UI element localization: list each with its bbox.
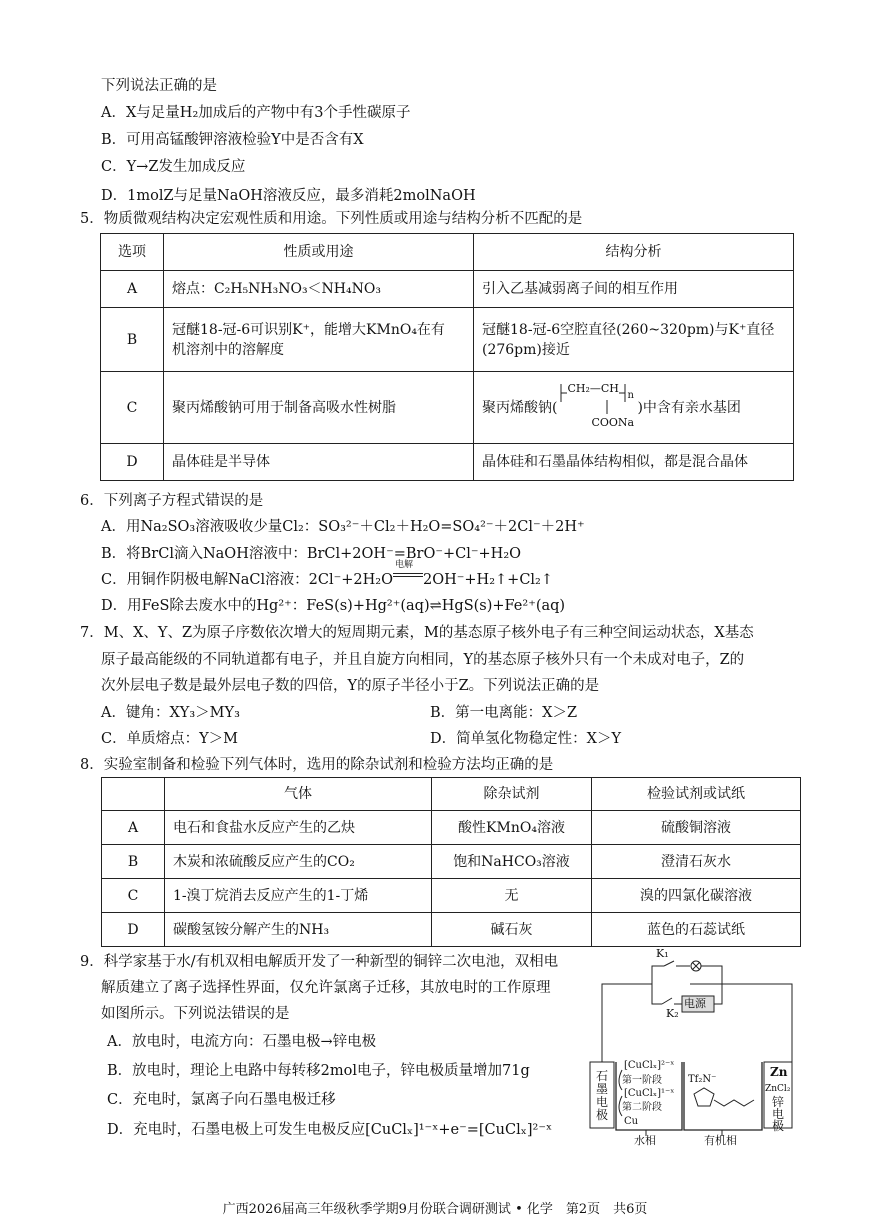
- q6-option-c-head: C．用铜作阴极电解NaCl溶液：2Cl⁻+2H₂O: [101, 572, 393, 588]
- q5-header-property: 性质或用途: [164, 234, 474, 271]
- q5-row-a-analysis: 引入乙基减弱离子间的相互作用: [474, 271, 794, 308]
- species-cucl-2: [CuClₓ]¹⁻ˣ: [624, 1088, 675, 1099]
- q5-stem: 5．物质微观结构决定宏观性质和用途。下列性质或用途与结构分析不匹配的是: [80, 211, 583, 227]
- zncl2-label: ZnCl₂: [765, 1084, 791, 1094]
- q8-row-d-option: D: [102, 913, 165, 947]
- q5-row-c-option: C: [101, 372, 164, 444]
- q6-option-b: B．将BrCl滴入NaOH溶液中：BrCl+2OH⁻=BrO⁻+Cl⁻+H₂O: [101, 546, 522, 562]
- q6-option-a: A．用Na₂SO₃溶液吸收少量Cl₂：SO₃²⁻＋Cl₂＋H₂O=SO₄²⁻＋2Cl⁻＋2H⁺: [101, 519, 585, 535]
- q5-row-d-analysis: 晶体硅和石墨晶体结构相似，都是混合晶体: [474, 444, 794, 481]
- q6-option-d: D．用FeS除去废水中的Hg²⁺：FeS(s)+Hg²⁺(aq)⇌HgS(s)+Fe²⁺(aq): [101, 598, 566, 614]
- q8-header-impurity-reagent: 除杂试剂: [432, 778, 592, 811]
- electrolysis-label: 电解: [395, 560, 414, 570]
- q5-row-d-property: 晶体硅是半导体: [164, 444, 474, 481]
- q5-row-d-option: D: [101, 444, 164, 481]
- q8-row-b-gas: 木炭和浓硫酸反应产生的CO₂: [165, 845, 432, 879]
- q8-row-d-test: 蓝色的石蕊试纸: [592, 913, 801, 947]
- page-footer: 广西2026届高三年级秋季学期9月份联合调研测试 • 化学 第2页 共6页: [222, 1202, 648, 1217]
- q5-row-a-option: A: [101, 271, 164, 308]
- q5-header-analysis: 结构分析: [474, 234, 794, 271]
- q8-row-b-option: B: [102, 845, 165, 879]
- q5-row-b-property: [164, 308, 474, 372]
- q8-row-b-test: 澄清石灰水: [592, 845, 801, 879]
- q4-option-a: A．X与足量H₂加成后的产物中有3个手性碳原子: [101, 105, 411, 121]
- q7-stem-line3: 次外层电子数是最外层电子数的四倍，Y的原子半径小于Z。下列说法正确的是: [101, 678, 600, 694]
- formula-group: COONa: [591, 415, 635, 429]
- q5-row-b-property-line2: 机溶剂中的溶解度: [172, 341, 284, 358]
- q5-row-b-option: B: [101, 308, 164, 372]
- q7-option-a: A．键角：XY₃＞MY₃: [101, 705, 240, 721]
- organic-phase-label: 有机相: [704, 1134, 737, 1147]
- graphite-label-char: 石: [595, 1069, 608, 1083]
- graphite-label-char: 墨: [595, 1082, 608, 1096]
- zn-label: Zn: [770, 1065, 788, 1079]
- q4-option-b: B．可用高锰酸钾溶液检验Y中是否含有X: [101, 132, 364, 148]
- q8-row-d-impurity: 碱石灰: [432, 913, 592, 947]
- zinc-label-char: 电: [771, 1107, 784, 1121]
- formula-chain: CH₂—CH: [567, 381, 619, 395]
- stage-2-label: 第二阶段: [622, 1102, 662, 1113]
- q5-row-b-analysis-line2: (276pm)接近: [482, 341, 570, 358]
- q9-stem-line1: 9．科学家基于水/有机双相电解质开发了一种新型的铜锌二次电池，双相电: [80, 954, 559, 970]
- q8-table: [101, 777, 801, 947]
- q6-option-c: [101, 560, 554, 590]
- electrolysis-sign: [393, 560, 423, 584]
- species-cucl-1: [CuClₓ]²⁻ˣ: [624, 1060, 675, 1071]
- q7-option-d: D．简单氢化物稳定性：X＞Y: [430, 731, 622, 747]
- graphite-electrode-label: [592, 1070, 612, 1122]
- q9-option-b: B．放电时，理论上电路中每转移2mol电子，锌电极质量增加71g: [107, 1063, 530, 1079]
- q9-option-c: C．充电时，氯离子向石墨电极迁移: [107, 1092, 336, 1108]
- q5-row-c-analysis-post: )中含有亲水基团: [637, 399, 741, 416]
- q4-option-c: C．Y→Z发生加成反应: [101, 159, 246, 175]
- q6-stem: 6．下列离子方程式错误的是: [80, 493, 264, 509]
- q4-option-d: D．1molZ与足量NaOH溶液反应，最多消耗2molNaOH: [101, 188, 476, 204]
- q5-row-c-property: 聚丙烯酸钠可用于制备高吸水性树脂: [164, 372, 474, 444]
- q8-row-a-gas: 电石和食盐水反应产生的乙炔: [165, 811, 432, 845]
- q9-stem-line2: 解质建立了离子选择性界面，仅允许氯离子迁移，其放电时的工作原理: [101, 980, 551, 996]
- q8-header-empty: [102, 778, 165, 811]
- q5-row-a-property: 熔点：C₂H₅NH₃NO₃＜NH₄NO₃: [164, 271, 474, 308]
- q9-option-a: A．放电时，电流方向：石墨电极→锌电极: [107, 1034, 377, 1050]
- q5-row-b-analysis-line1: 冠醚18-冠-6空腔直径(260~320pm)与K⁺直径: [482, 321, 775, 338]
- q8-row-c-option: C: [102, 879, 165, 913]
- q8-header-test-reagent: 检验试剂或试纸: [592, 778, 801, 811]
- q8-row-a-impurity: 酸性KMnO₄溶液: [432, 811, 592, 845]
- zinc-label-char: 极: [771, 1119, 784, 1133]
- formula-n: n: [627, 389, 634, 401]
- q9-stem-line3: 如图所示。下列说法错误的是: [101, 1006, 290, 1022]
- q5-table: [100, 233, 794, 481]
- q5-row-b-property-line1: 冠醚18-冠-6可识别K⁺，能增大KMnO₄在有: [172, 321, 445, 338]
- q8-row-c-impurity: 无: [432, 879, 592, 913]
- q8-row-d-gas: 碳酸氢铵分解产生的NH₃: [165, 913, 432, 947]
- q8-header-gas: 气体: [165, 778, 432, 811]
- q7-option-b: B．第一电离能：X＞Z: [430, 705, 578, 721]
- polyacrylate-formula: [557, 380, 637, 436]
- q5-header-option: 选项: [101, 234, 164, 271]
- q8-row-c-test: 溴的四氯化碳溶液: [592, 879, 801, 913]
- q4-stem: 下列说法正确的是: [101, 78, 217, 94]
- k1-label: K₁: [656, 947, 669, 960]
- graphite-label-char: 极: [595, 1108, 608, 1122]
- stage-1-label: 第一阶段: [622, 1075, 662, 1086]
- power-source-label: 电源: [684, 997, 706, 1010]
- q7-option-c: C．单质熔点：Y＞M: [101, 731, 239, 747]
- q5-row-b-analysis: [474, 308, 794, 372]
- q9-option-d: D．充电时，石墨电极上可发生电极反应[CuClₓ]¹⁻ˣ+e⁻=[CuClₓ]²⁻ˣ: [107, 1122, 553, 1138]
- aqueous-phase-label: 水相: [634, 1134, 656, 1147]
- battery-diagram: [586, 947, 808, 1150]
- q8-row-a-test: 硫酸铜溶液: [592, 811, 801, 845]
- q5-row-c-analysis: [474, 372, 794, 444]
- q8-row-b-impurity: 饱和NaHCO₃溶液: [432, 845, 592, 879]
- q8-stem: 8．实验室制备和检验下列气体时，选用的除杂试剂和检验方法均正确的是: [80, 757, 554, 773]
- zinc-label-char: 锌: [771, 1095, 784, 1109]
- zinc-electrode-label: [768, 1096, 788, 1132]
- graphite-label-char: 电: [595, 1095, 608, 1109]
- k2-label: K₂: [666, 1007, 679, 1020]
- tf2n-label: Tf₂N⁻: [688, 1074, 717, 1085]
- q7-stem-line2: 原子最高能级的不同轨道都有电子，并且自旋方向相同，Y的基态原子核外只有一个未成对电子，Z的: [101, 652, 745, 668]
- cu-label: Cu: [624, 1116, 639, 1127]
- q8-row-a-option: A: [102, 811, 165, 845]
- q7-stem-line1: 7．M、X、Y、Z为原子序数依次增大的短周期元素，M的基态原子核外电子有三种空间运动状态，X基态: [80, 625, 754, 641]
- q6-option-c-tail: 2OH⁻+H₂↑+Cl₂↑: [423, 572, 554, 588]
- q8-row-c-gas: 1-溴丁烷消去反应产生的1-丁烯: [165, 879, 432, 913]
- q5-row-c-analysis-pre: 聚丙烯酸钠(: [482, 399, 558, 416]
